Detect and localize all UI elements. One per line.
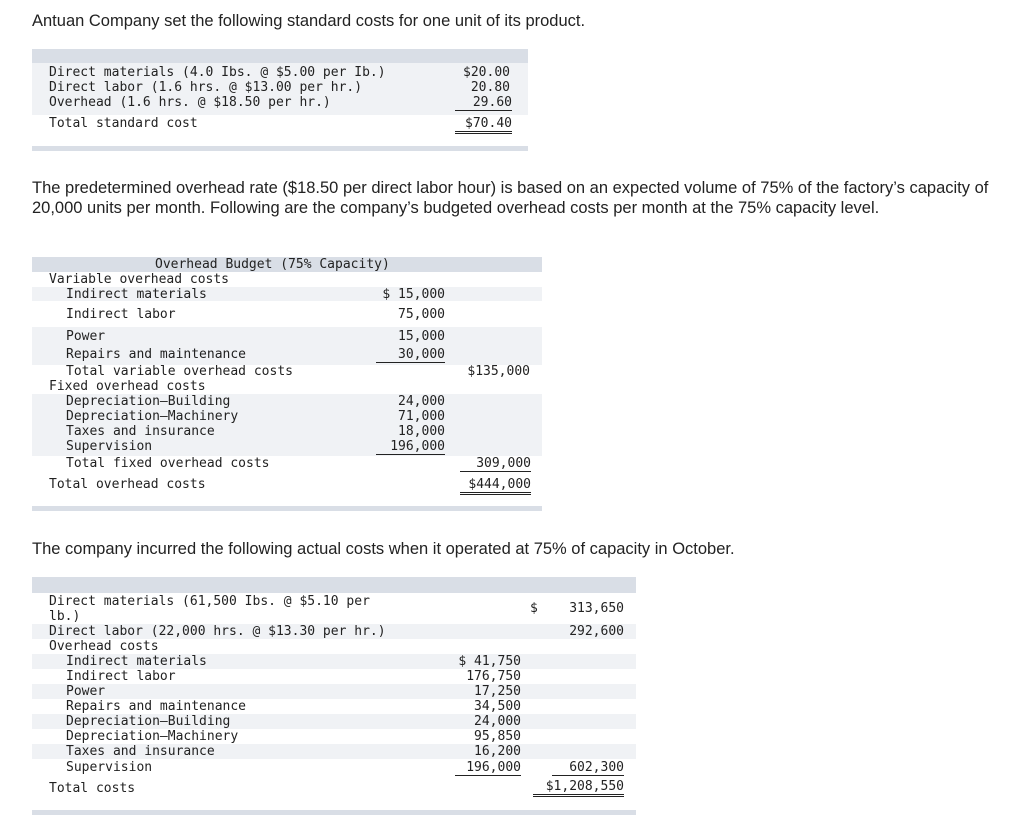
total-overhead-amount: $444,000 [460, 477, 531, 495]
dollar-sign: $ [530, 601, 538, 616]
actual-row-label: Indirect materials [66, 654, 207, 669]
actual-row-label: Depreciation—Building [66, 714, 231, 729]
total-overhead-label: Total overhead costs [49, 477, 206, 492]
table-footer-bar [32, 146, 528, 151]
std-total-amount: $70.40 [455, 116, 512, 134]
dm-label: Direct materials (61,500 Ibs. @ $5.10 per [49, 594, 370, 609]
actual-row-amount: 17,250 [474, 684, 521, 699]
budget-row-label: Supervision [66, 439, 153, 454]
std-row-label: Direct labor (1.6 hrs. @ $13.00 per hr.) [49, 80, 363, 95]
budget-row-label: Depreciation—Building [66, 394, 231, 409]
std-total-label: Total standard cost [49, 116, 198, 131]
overhead-rate-paragraph: The predetermined overhead rate ($18.50 per direct labor hour) is based on an expected volume of 75% of the factory’s capacity of 20,000 units per month. Following are the company’s budgeted overhead costs per month at the 75% capacity level. [32, 179, 989, 217]
total-costs-label: Total costs [49, 781, 136, 796]
actual-row-label: Taxes and insurance [66, 744, 215, 759]
total-fixed-amount: 309,000 [460, 456, 531, 472]
budget-title: Overhead Budget (75% Capacity) [155, 257, 390, 272]
table-footer-bar [32, 506, 542, 511]
budget-row-label: Depreciation—Machinery [66, 409, 239, 424]
budget-row-label: Power [66, 329, 106, 344]
dm-amount: 313,650 [569, 601, 624, 616]
budget-row-amount: 18,000 [398, 424, 445, 439]
budget-row-amount: 24,000 [398, 394, 445, 409]
std-row-amount: $20.00 [463, 65, 510, 80]
overhead-header: Overhead costs [49, 639, 159, 654]
dm-label-cont: lb.) [49, 609, 81, 624]
dl-label: Direct labor (22,000 hrs. @ $13.30 per hr.) [49, 624, 386, 639]
budget-row-label: Indirect materials [66, 287, 207, 302]
budget-row-amount: 75,000 [398, 307, 445, 322]
budget-row-label: Repairs and maintenance [66, 347, 247, 362]
actual-row-label: Power [66, 684, 106, 699]
std-row-amount: 20.80 [470, 80, 510, 95]
actual-row-label: Depreciation—Machinery [66, 729, 239, 744]
budget-row-amount: 15,000 [398, 329, 445, 344]
total-fixed-label: Total fixed overhead costs [66, 456, 270, 471]
actual-costs-paragraph: The company incurred the following actual costs when it operated at 75% of capacity in October. [32, 540, 735, 558]
budget-row-label: Indirect labor [66, 307, 176, 322]
actual-row-label: Supervision [66, 760, 153, 775]
std-row-amount: 29.60 [455, 95, 512, 111]
budget-row-amount: 71,000 [398, 409, 445, 424]
budget-row-label: Taxes and insurance [66, 424, 215, 439]
actual-row-label: Repairs and maintenance [66, 699, 247, 714]
budget-row-amount: $ 15,000 [382, 287, 445, 302]
actual-row-amount: 95,850 [474, 729, 521, 744]
actual-row-amount: 196,000 [455, 760, 521, 776]
table-header-bar [32, 49, 528, 63]
variable-header: Variable overhead costs [49, 272, 230, 287]
std-row-label: Direct materials (4.0 Ibs. @ $5.00 per Ib.) [49, 65, 386, 80]
intro-text: Antuan Company set the following standard costs for one unit of its product. [32, 12, 586, 30]
total-variable-label: Total variable overhead costs [66, 364, 293, 379]
table-footer-bar [32, 810, 636, 815]
budget-row-amount: 196,000 [376, 439, 445, 455]
actual-row-amount: 16,200 [474, 744, 521, 759]
actual-row-amount: 34,500 [474, 699, 521, 714]
actual-row-amount: 24,000 [474, 714, 521, 729]
total-variable-amount: $135,000 [467, 364, 530, 379]
overhead-total-amount: 602,300 [552, 760, 624, 776]
fixed-header: Fixed overhead costs [49, 379, 206, 394]
table-header-bar [32, 577, 636, 593]
total-costs-amount: $1,208,550 [533, 779, 624, 797]
row-shade [32, 684, 636, 699]
budget-row-amount: 30,000 [376, 347, 445, 363]
actual-row-amount: 176,750 [466, 669, 521, 684]
actual-row-amount: $ 41,750 [458, 654, 521, 669]
dl-amount: 292,600 [569, 624, 624, 639]
std-row-label: Overhead (1.6 hrs. @ $18.50 per hr.) [49, 95, 331, 110]
actual-row-label: Indirect labor [66, 669, 176, 684]
